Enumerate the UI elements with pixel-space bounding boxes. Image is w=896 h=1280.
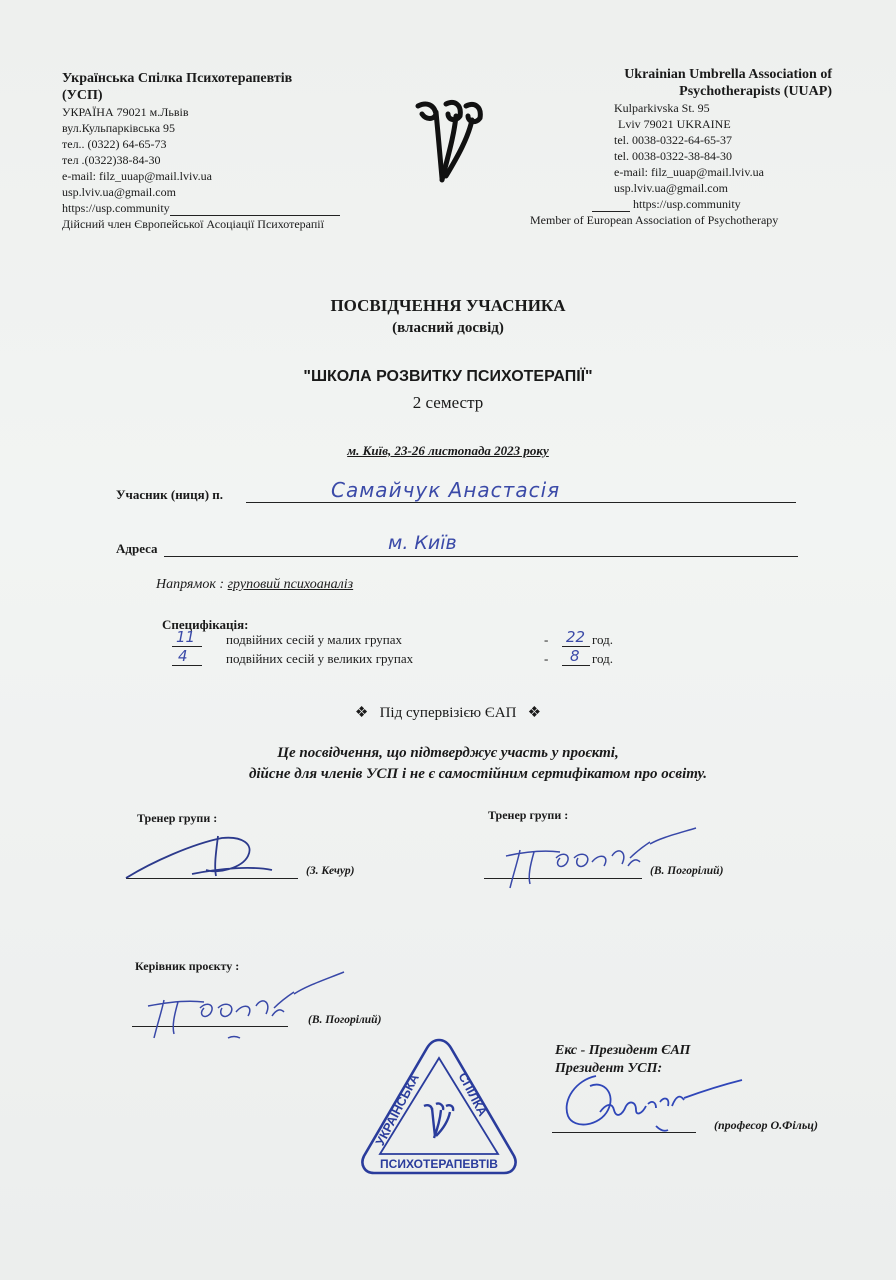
disclaimer-line1: Це посвідчення, що підтверджує участь у проєкті,: [277, 745, 619, 761]
diamond-bullet-icon: ❖: [354, 705, 369, 721]
project-head-signature: [138, 962, 348, 1042]
website-ua[interactable]: https://usp.community: [62, 201, 170, 215]
address-line1-en: Kulparkivska St. 95: [614, 101, 710, 115]
supervision-line: [0, 703, 896, 722]
stamp-top-left-text: [373, 1072, 422, 1148]
email1-en: e-mail: filz_uuap@mail.lviv.ua: [614, 165, 764, 179]
spec-count: 11: [176, 628, 196, 646]
stamp-top-right-path: СПІЛКА: [455, 1070, 490, 1119]
project-head-name: (В. Погорілий): [308, 1014, 382, 1026]
header-left: [62, 70, 340, 232]
spec-row: [172, 628, 632, 650]
president-label-line2: Президент УСП:: [555, 1061, 663, 1076]
membership-ua: Дійсний член Європейської Асоціації Психотерапії: [62, 217, 324, 231]
specification-label: Специфікація:: [162, 617, 249, 632]
email1-ua: e-mail: filz_uuap@mail.lviv.ua: [62, 169, 212, 183]
usp-logo: [412, 96, 488, 188]
phone1-ua: тел.. (0322) 64-65-73: [62, 137, 167, 151]
header-right: [532, 66, 832, 228]
spec-text: подвійних сесій у малих групах: [226, 632, 403, 647]
participant-name: Самайчук Анастасія: [331, 478, 561, 502]
spec-hours: 8: [570, 647, 580, 665]
website-underline-ua: [170, 203, 340, 216]
stamp-bottom-text: ПСИХОТЕРАПЕВТІВ: [380, 1157, 498, 1171]
email2-en: usp.lviv.ua@gmail.com: [614, 181, 728, 195]
direction-row: [156, 577, 353, 593]
school-name: "ШКОЛА РОЗВИТКУ ПСИХОТЕРАПІЇ": [303, 368, 593, 385]
spec-dash: -: [544, 651, 549, 666]
supervision-text: Під супервізією ЄАП: [379, 705, 517, 721]
org-name-ua: Українська Спілка Психотерапевтів: [62, 71, 293, 86]
phone1-en: tel. 0038-0322-64-65-37: [614, 133, 732, 147]
direction-value: груповий психоаналіз: [227, 577, 354, 592]
trainer2-label: Тренер групи :: [488, 808, 569, 822]
president-name: (професор О.Фільц): [714, 1118, 818, 1132]
spec-unit: год.: [592, 632, 613, 647]
phone2-en: tel. 0038-0322-38-84-30: [614, 149, 732, 163]
address-line: [164, 540, 798, 557]
address-value: м. Київ: [388, 532, 457, 554]
direction-label: Напрямок :: [156, 577, 228, 592]
trainer1-name: (З. Кечур): [306, 865, 355, 877]
spec-unit: год.: [592, 651, 613, 666]
phone2-ua: тел .(0322)38-84-30: [62, 153, 161, 167]
org-abbr-ua: (УСП): [62, 88, 103, 103]
trainer1-signature: [122, 826, 282, 886]
certificate-title: ПОСВІДЧЕННЯ УЧАСНИКА: [330, 296, 566, 315]
website-underline-en: [592, 199, 630, 212]
project-head-label: Керівник проєкту :: [135, 959, 240, 973]
trainer1-label: Тренер групи :: [137, 811, 218, 825]
address-line1-ua: УКРАЇНА 79021 м.Львів: [62, 105, 189, 119]
spec-count: 4: [178, 647, 188, 665]
stamp-top-left-path: УКРАЇНСЬКА: [373, 1071, 422, 1149]
address-label: Адреса: [116, 541, 158, 556]
place-and-date: м. Київ, 23-26 листопада 2023 року: [347, 443, 549, 458]
stamp-logo-icon: [424, 1103, 453, 1138]
spec-row: [172, 647, 632, 669]
semester: 2 семестр: [412, 393, 484, 412]
membership-en: Member of European Association of Psychotherapy: [530, 213, 779, 227]
spec-hours: 22: [566, 628, 586, 646]
spec-dash: -: [544, 632, 549, 647]
participant-row: [116, 478, 796, 506]
president-label-line1: Екс - Президент ЄАП: [555, 1043, 691, 1058]
spec-text: подвійних сесій у великих групах: [226, 651, 414, 666]
org-abbr-en: Psychotherapists (UUAP): [679, 84, 832, 99]
disclaimer-line2: дійсне для членів УСП і не є самостійним сертифікатом про освіту.: [248, 766, 708, 782]
org-name-en: Ukrainian Umbrella Association of: [624, 67, 832, 82]
address-line2-ua: вул.Кульпарківська 95: [62, 121, 176, 135]
association-stamp: [358, 1036, 520, 1178]
address-row: [116, 534, 798, 558]
participant-label: Учасник (ниця) п.: [116, 487, 224, 502]
trainer2-name: (В. Погорілий): [650, 865, 724, 877]
address-line2-en: Lviv 79021 UKRAINE: [618, 117, 731, 131]
certificate-subtitle: (власний досвід): [392, 320, 504, 336]
email2-ua: usp.lviv.ua@gmail.com: [62, 185, 176, 199]
website-en[interactable]: https://usp.community: [633, 197, 741, 211]
diamond-bullet-icon: ❖: [527, 705, 542, 721]
trainer2-signature: [500, 816, 700, 892]
